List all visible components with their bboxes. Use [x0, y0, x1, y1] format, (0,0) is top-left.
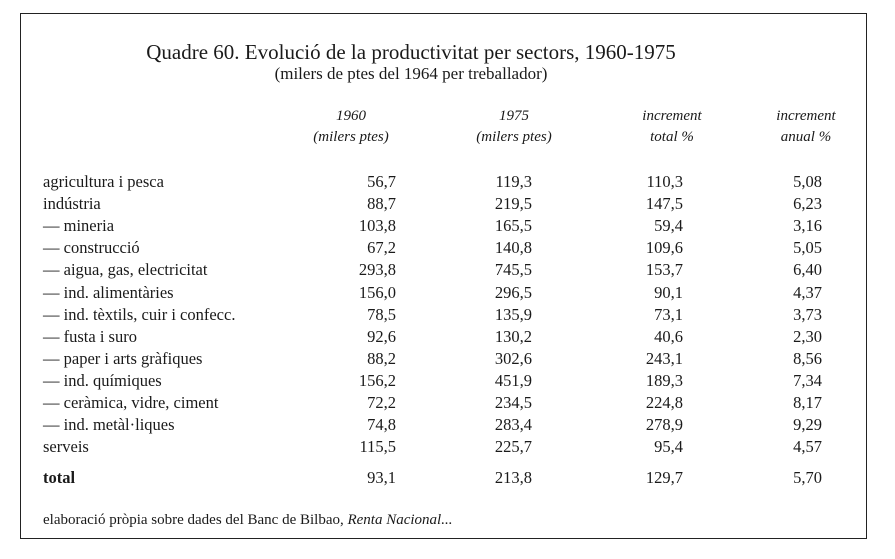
- cell-1960: 72,2: [367, 393, 396, 412]
- row-label: — construcció: [43, 238, 140, 258]
- cell-1975: 225,7: [494, 437, 532, 457]
- table-row-total: [21, 467, 868, 489]
- cell-increment-total: 224,8: [645, 393, 683, 412]
- cell-increment-total: 95,4: [654, 437, 683, 457]
- row-label: — ceràmica, vidre, ciment: [43, 393, 219, 412]
- table-row: [21, 392, 868, 414]
- cell-increment-total: 110,3: [646, 172, 683, 191]
- column-header-1975: 1975 (milers ptes): [476, 108, 552, 145]
- cell-1975: 219,5: [494, 194, 532, 214]
- cell-1975: 213,8: [494, 468, 532, 487]
- cell-increment-anual: 5,05: [793, 238, 822, 258]
- cell-1960: 88,2: [367, 348, 396, 368]
- table-row: [21, 370, 868, 392]
- column-header-increment-anual: increment anual %: [776, 108, 836, 145]
- footnote: [43, 510, 452, 530]
- cell-increment-anual: 5,70: [793, 468, 822, 487]
- row-label: serveis: [43, 437, 89, 457]
- cell-1960: 88,7: [367, 194, 396, 214]
- footnote-source: Renta Nacional...: [347, 512, 453, 528]
- cell-1975: 745,5: [494, 260, 532, 280]
- table-row: [21, 304, 868, 326]
- row-label: indústria: [43, 194, 101, 214]
- cell-1960: 93,1: [367, 468, 396, 487]
- table-row: [21, 436, 868, 458]
- row-label: agricultura i pesca: [43, 172, 164, 191]
- cell-1975: 135,9: [494, 304, 532, 324]
- cell-increment-total: 147,5: [645, 194, 683, 214]
- table-frame: [20, 13, 867, 539]
- cell-increment-anual: 8,56: [793, 348, 822, 368]
- column-header-1960: 1960 (milers ptes): [313, 108, 389, 145]
- cell-1960: 103,8: [358, 216, 396, 236]
- cell-1975: 451,9: [494, 370, 532, 390]
- cell-increment-anual: 6,23: [793, 194, 822, 214]
- cell-increment-anual: 7,34: [793, 370, 822, 390]
- cell-increment-total: 243,1: [645, 348, 683, 368]
- row-label: — mineria: [43, 216, 115, 236]
- cell-1975: 234,5: [494, 393, 532, 412]
- cell-1960: 115,5: [359, 437, 396, 457]
- cell-increment-anual: 6,40: [793, 260, 822, 280]
- cell-increment-anual: 8,17: [793, 393, 822, 412]
- footnote-text: elaboració pròpia sobre dades del Banc de Bilbao,: [43, 512, 348, 528]
- table-row: [21, 348, 868, 370]
- cell-increment-total: 129,7: [645, 468, 683, 487]
- row-label: — ind. químiques: [43, 370, 162, 390]
- cell-1960: 156,2: [358, 370, 396, 390]
- cell-1960: 67,2: [367, 238, 396, 258]
- table-row: [21, 326, 868, 348]
- cell-1960: 74,8: [367, 415, 396, 435]
- cell-increment-anual: 4,57: [793, 437, 822, 457]
- row-label: — paper i arts gràfiques: [43, 348, 203, 368]
- cell-increment-total: 278,9: [645, 415, 683, 435]
- cell-increment-total: 109,6: [645, 238, 683, 258]
- table-row: [21, 414, 868, 436]
- cell-1960: 78,5: [367, 304, 396, 324]
- cell-1975: 140,8: [494, 238, 532, 258]
- cell-1975: 296,5: [494, 282, 532, 302]
- table-title: Quadre 60. Evolució de la productivitat per sectors, 1960-1975: [146, 40, 676, 64]
- cell-1960: 293,8: [358, 260, 396, 280]
- cell-increment-total: 189,3: [645, 370, 683, 390]
- row-label: total: [43, 468, 76, 487]
- table-row: [21, 282, 868, 304]
- cell-1960: 92,6: [367, 326, 396, 346]
- cell-1960: 156,0: [358, 282, 396, 302]
- column-header-increment-total: increment total %: [642, 108, 702, 145]
- cell-1975: 130,2: [494, 326, 532, 346]
- cell-increment-anual: 9,29: [793, 415, 822, 435]
- cell-increment-anual: 3,73: [793, 304, 822, 324]
- cell-1975: 165,5: [494, 216, 532, 236]
- cell-increment-anual: 4,37: [793, 282, 822, 302]
- table-row: [21, 193, 868, 215]
- cell-increment-total: 153,7: [645, 260, 683, 280]
- cell-increment-anual: 3,16: [793, 216, 822, 236]
- cell-1975: 119,3: [495, 172, 532, 191]
- cell-increment-total: 90,1: [654, 282, 683, 302]
- table-row: [21, 259, 868, 281]
- row-label: — ind. metàl·liques: [43, 415, 175, 435]
- row-label: — ind. tèxtils, cuir i confecc.: [43, 304, 236, 324]
- cell-1960: 56,7: [367, 172, 396, 191]
- row-label: — fusta i suro: [43, 326, 137, 346]
- cell-increment-total: 73,1: [654, 304, 683, 324]
- cell-increment-total: 40,6: [654, 326, 683, 346]
- cell-1975: 302,6: [494, 348, 532, 368]
- table-row: [21, 237, 868, 259]
- cell-increment-anual: 5,08: [793, 172, 822, 191]
- row-label: — ind. alimentàries: [43, 282, 174, 302]
- table-row: [21, 171, 868, 193]
- cell-increment-total: 59,4: [654, 216, 683, 236]
- cell-1975: 283,4: [494, 415, 532, 435]
- table-row: [21, 215, 868, 237]
- table-subtitle: (milers de ptes del 1964 per treballador): [274, 64, 548, 83]
- row-label: — aigua, gas, electricitat: [43, 260, 208, 280]
- cell-increment-anual: 2,30: [793, 326, 822, 346]
